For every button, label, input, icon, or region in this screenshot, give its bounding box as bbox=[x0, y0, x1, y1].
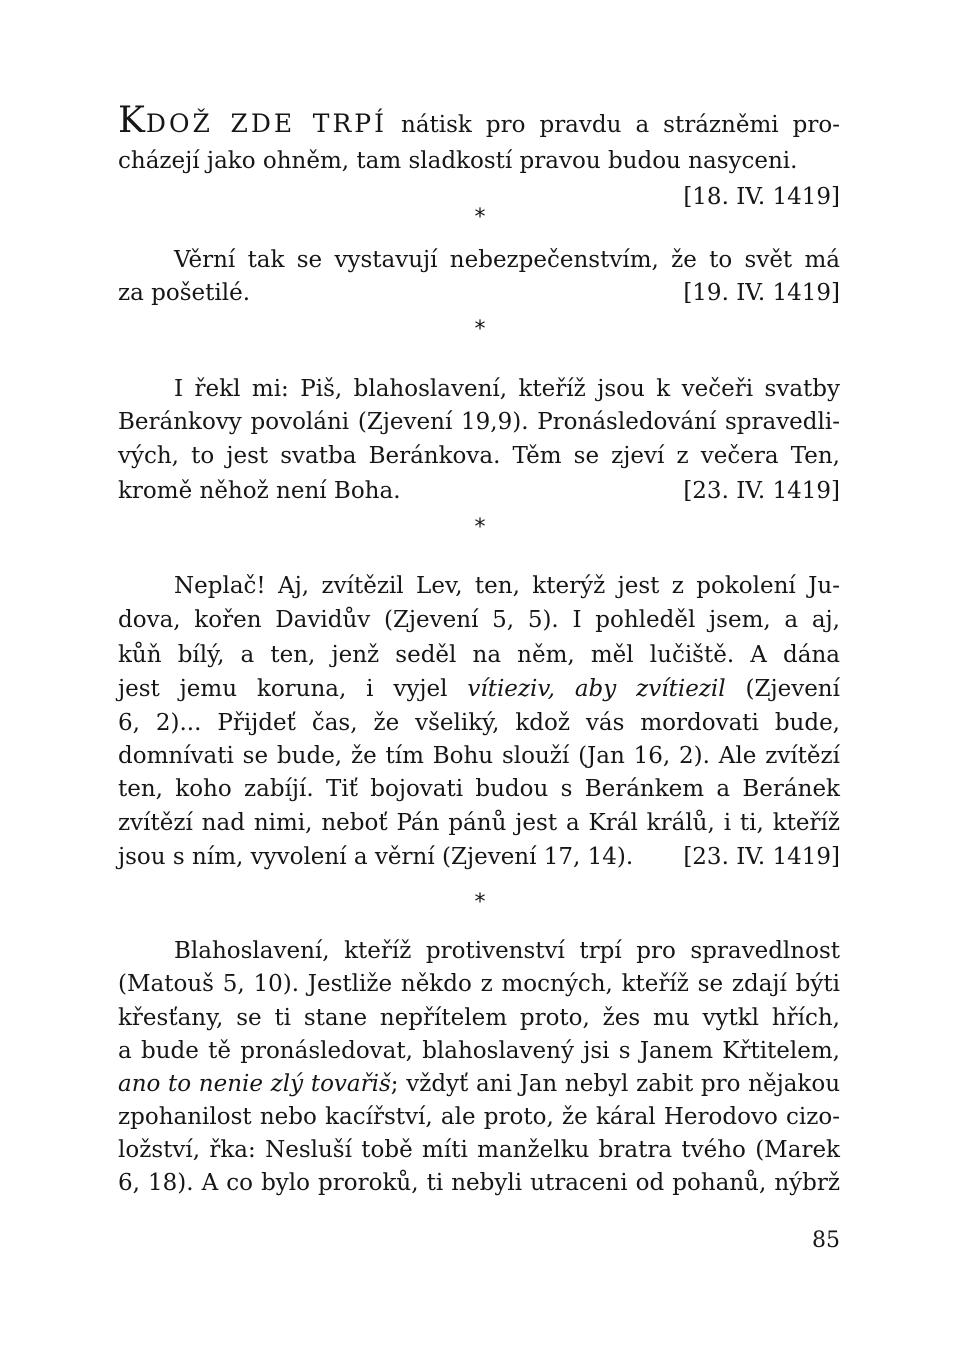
paragraph-2-line-2 bbox=[118, 276, 840, 310]
section-separator: * bbox=[474, 515, 486, 540]
paragraph-4-line-6: domnívati se bude, že tím Bohu slouží (Jan 16, 2). Ale zvítězí bbox=[118, 743, 840, 769]
paragraph-3-line-2: Beránkovy povoláni (Zjevení 19,9). Pronásledování spravedli- bbox=[118, 409, 840, 435]
paragraph-4-line-9 bbox=[118, 840, 840, 874]
paragraph-5-line-7: ložství, řka: Nesluší tobě míti manželku bratra tvého (Marek bbox=[118, 1137, 840, 1163]
italic-quote: vítieziv, aby zvítiezil bbox=[467, 676, 726, 702]
paragraph-4-line-2: dova, kořen Davidův (Zjevení 5, 5). I pohleděl jsem, a aj, bbox=[118, 607, 840, 633]
paragraph-4-line-8: zvítězí nad nimi, neboť Pán pánů jest a Král králů, i ti, kteříž bbox=[118, 810, 840, 836]
paragraph-1-line-1 bbox=[118, 100, 840, 142]
section-separator: * bbox=[474, 317, 486, 342]
paragraph-5-line-4: a bude tě pronásledovat, blahoslavený jsi s Janem Křtitelem, bbox=[118, 1038, 840, 1064]
paragraph-3-text: kromě něhož není Boha. bbox=[118, 478, 401, 504]
paragraph-4-line-4: jest jemu koruna, i vyjel vítieziv, aby zvítiezil (Zjevení bbox=[118, 676, 840, 702]
date-1: [18. IV. 1419] bbox=[683, 184, 840, 210]
paragraph-5-line-6: zpohanilost nebo kacířství, ale proto, že káral Herodovo cizo- bbox=[118, 1104, 840, 1130]
paragraph-5-line-1: Blahoslavení, kteříž protivenství trpí pro spravedlnost bbox=[174, 938, 840, 964]
section-separator: * bbox=[474, 890, 486, 915]
paragraph-1-text: nátisk pro pravdu a strázněmi pro- bbox=[386, 112, 840, 138]
small-caps-opening: DOŽ ZDE TRPÍ bbox=[145, 109, 387, 138]
paragraph-5-line-8: 6, 18). A co bylo proroků, ti nebyli utraceni od pohanů, nýbrž bbox=[118, 1170, 840, 1196]
paragraph-5-line-3: křesťany, se ti stane nepřítelem proto, žes mu vytkl hřích, bbox=[118, 1005, 840, 1031]
section-separator: * bbox=[474, 205, 486, 230]
paragraph-4-line-7: ten, koho zabíjí. Tiť bojovati budou s Beránkem a Beránek bbox=[118, 776, 840, 802]
date-3: [23. IV. 1419] bbox=[683, 478, 840, 504]
paragraph-4-line-1: Neplač! Aj, zvítězil Lev, ten, kterýž jest z pokolení Ju- bbox=[174, 573, 840, 599]
paragraph-4-line-3: kůň bílý, a ten, jenž seděl na něm, měl lučiště. A dána bbox=[118, 642, 840, 668]
paragraph-5-line-5: ano to nenie zlý tovařiš; vždyť ani Jan nebyl zabit pro nějakou bbox=[118, 1071, 841, 1097]
paragraph-4-line-5: 6, 2)... Přijdeť čas, že všeliký, kdož vás mordovati bude, bbox=[118, 710, 840, 736]
paragraph-1-line-2: cházejí jako ohněm, tam sladkostí pravou budou nasyceni. bbox=[118, 148, 798, 174]
paragraph-3-line-1: I řekl mi: Piš, blahoslavení, kteříž jsou k večeři svatby bbox=[174, 376, 840, 402]
date-2: [19. IV. 1419] bbox=[683, 280, 840, 306]
paragraph-2-text: za pošetilé. bbox=[118, 280, 251, 306]
drop-cap: K bbox=[118, 100, 146, 141]
paragraph-2-line-1: Věrní tak se vystavují nebezpečenstvím, že to svět má bbox=[174, 247, 840, 273]
date-4: [23. IV. 1419] bbox=[683, 844, 840, 870]
paragraph-5-line-2: (Matouš 5, 10). Jestliže někdo z mocných, kteříž se zdají býti bbox=[118, 971, 840, 997]
paragraph-3-line-4 bbox=[118, 474, 840, 508]
paragraph-3-line-3: vých, to jest svatba Beránkova. Těm se zjeví z večera Ten, bbox=[118, 443, 840, 469]
italic-quote: ano to nenie zlý tovařiš bbox=[118, 1071, 391, 1097]
page-number: 85 bbox=[812, 1228, 840, 1253]
paragraph-4-text: jsou s ním, vyvolení a věrní (Zjevení 17, 14). bbox=[118, 844, 634, 870]
